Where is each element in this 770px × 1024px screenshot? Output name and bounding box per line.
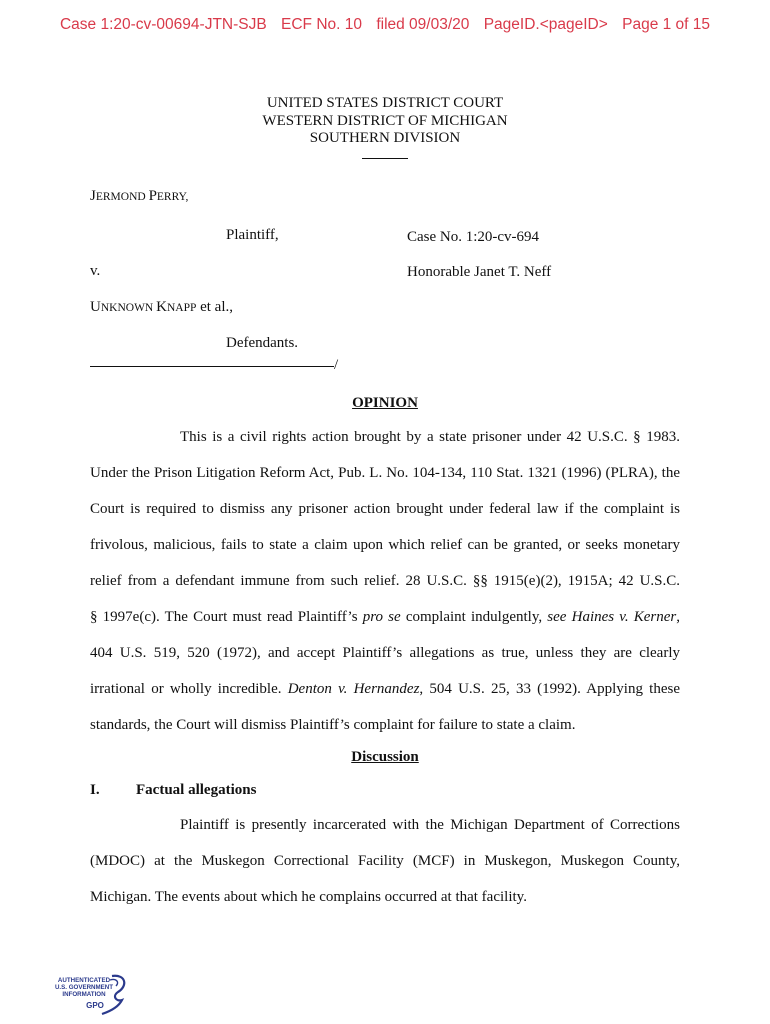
court-division: SOUTHERN DIVISION — [309, 130, 461, 146]
ecf-number: ECF No. 10 — [281, 16, 362, 33]
section-title: Factual allegations — [136, 782, 257, 798]
defendant-name: UNKNOWN KNAPP et al., — [90, 299, 234, 315]
plaintiff-role: Plaintiff, — [226, 227, 279, 243]
logo-text-government: U.S. GOVERNMENT — [54, 984, 114, 991]
versus: v. — [90, 263, 101, 279]
paragraph-line: frivolous, malicious, fails to state a claim upon which relief can be granted, or seeks monetary — [90, 537, 680, 553]
ecf-case-number: Case 1:20-cv-00694-JTN-SJB — [59, 16, 267, 33]
court-heading-rule — [362, 148, 408, 159]
ecf-pageid: PageID.<pageID> — [483, 16, 608, 33]
court-heading — [0, 95, 770, 159]
paragraph-line: relief from a defendant immune from such relief. 28 U.S.C. §§ 1915(e)(2), 1915A; 42 U.S.C. — [90, 573, 680, 589]
intro-paragraph — [90, 419, 680, 743]
paragraph-line: 404 U.S. 519, 520 (1972), and accept Plaintiff’s allegations as true, unless they are clearly — [90, 645, 680, 661]
court-district: WESTERN DISTRICT OF MICHIGAN — [262, 112, 508, 129]
defendant-role: Defendants. — [226, 335, 299, 351]
section-number: I. — [90, 782, 100, 798]
gpo-authenticated-logo — [44, 972, 130, 1018]
paragraph-line: Court is required to dismiss any prisoner action brought under federal law if the complaint is — [90, 501, 680, 517]
ecf-page-count: Page 1 of 15 — [622, 16, 711, 33]
logo-text-information: INFORMATION — [62, 991, 106, 998]
discussion-heading: Discussion — [351, 749, 419, 765]
paragraph-line: Plaintiff is presently incarcerated with the Michigan Department of Corrections — [180, 817, 680, 833]
plaintiff-name: JERMOND PERRY, — [90, 188, 189, 204]
court-name: UNITED STATES DISTRICT COURT — [266, 95, 504, 111]
section-heading — [90, 782, 256, 799]
paragraph-line: § 1997e(c). The Court must read Plaintiff’s pro se complaint indulgently, see Haines v. Kerner, — [90, 609, 680, 625]
opinion-heading: OPINION — [352, 395, 418, 411]
paragraph-line: This is a civil rights action brought by a state prisoner under 42 U.S.C. § 1983. — [180, 429, 680, 445]
paragraph-line: (MDOC) at the Muskegon Correctional Facility (MCF) in Muskegon, Muskegon County, — [90, 853, 680, 869]
facts-paragraph — [90, 807, 680, 915]
paragraph-line: standards, the Court will dismiss Plaintiff’s complaint for failure to state a claim. — [90, 717, 576, 733]
judge-name: Honorable Janet T. Neff — [407, 264, 552, 280]
paragraph-line: Under the Prison Litigation Reform Act, Pub. L. No. 104-134, 110 Stat. 1321 (1996) (PLRA), the — [90, 465, 680, 481]
ecf-filed-date: filed 09/03/20 — [376, 16, 470, 33]
caption-rule: / — [90, 357, 338, 374]
ecf-header — [0, 16, 770, 34]
logo-text-authenticated: AUTHENTICATED — [57, 977, 111, 984]
case-number: Case No. 1:20-cv-694 — [407, 229, 540, 245]
paragraph-line: irrational or wholly incredible. Denton v. Hernandez, 504 U.S. 25, 33 (1992). Applying these — [90, 681, 680, 697]
logo-gpo-mark: GPO — [86, 1001, 104, 1010]
paragraph-line: Michigan. The events about which he complains occurred at that facility. — [90, 889, 527, 905]
